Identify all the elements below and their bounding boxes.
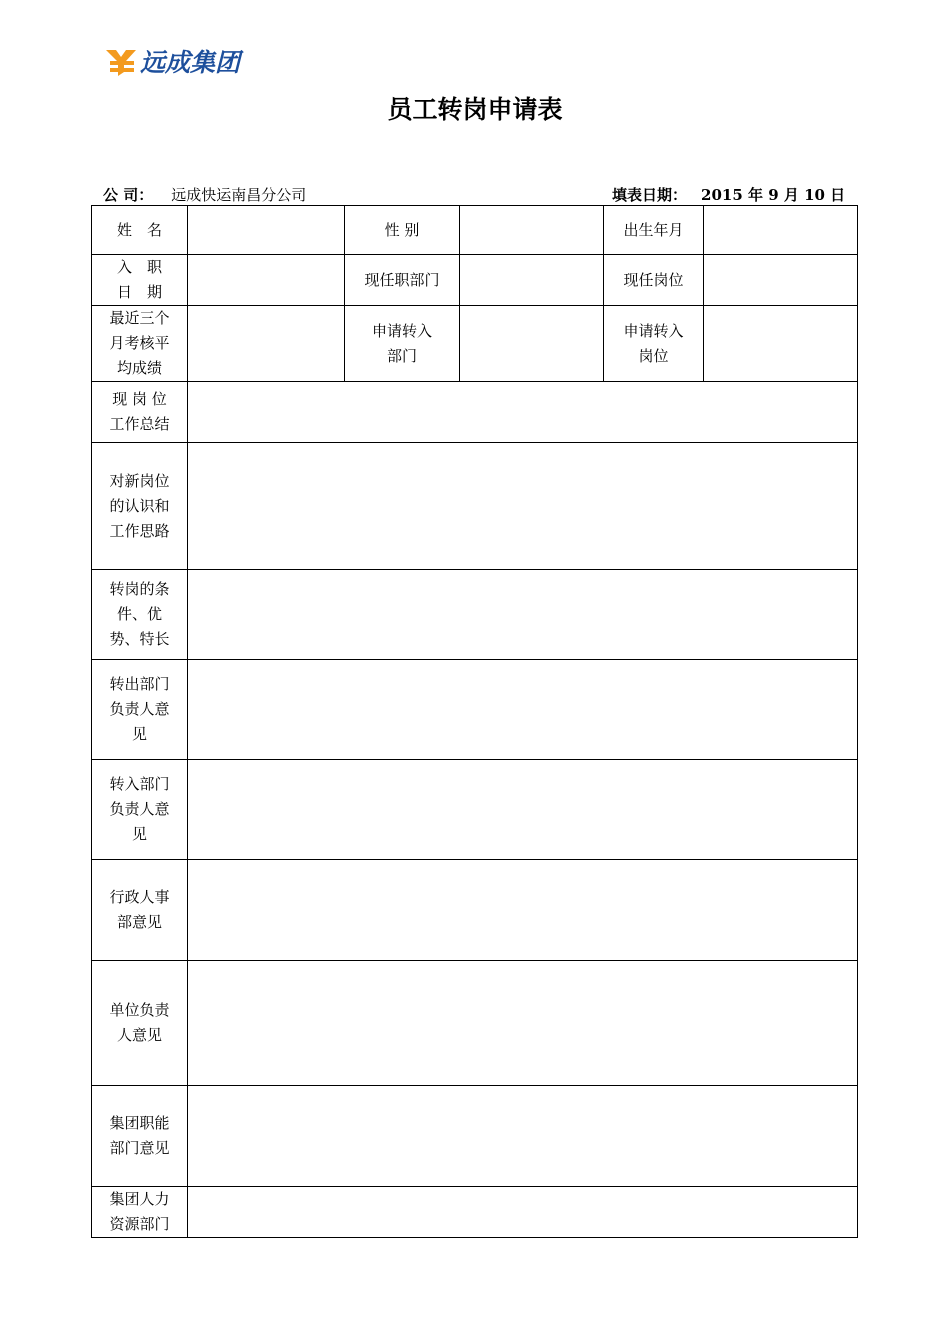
table-row — [92, 306, 858, 382]
score-label: 最近三个 月考核平 均成绩 — [92, 306, 188, 382]
group-function-opinion-field[interactable] — [188, 1086, 858, 1187]
group-hr-field[interactable] — [188, 1187, 858, 1238]
birth-field[interactable] — [704, 206, 858, 255]
table-row — [92, 1187, 858, 1238]
company-label: 公 司： — [103, 186, 154, 204]
target-dept-label: 申请转入 部门 — [345, 306, 460, 382]
admin-hr-opinion-field[interactable] — [188, 860, 858, 961]
current-post-label: 现任岗位 — [604, 255, 704, 306]
date-label: 填表日期： — [612, 186, 688, 204]
current-work-summary-label: 现 岗 位 工作总结 — [92, 382, 188, 443]
company-logo — [104, 44, 240, 78]
group-function-opinion-label: 集团职能 部门意见 — [92, 1086, 188, 1187]
logo-mark-icon — [104, 46, 138, 76]
new-post-understanding-label: 对新岗位 的认识和 工作思路 — [92, 443, 188, 570]
table-row — [92, 1086, 858, 1187]
target-post-label: 申请转入 岗位 — [604, 306, 704, 382]
join-date-label: 入 职 日 期 — [92, 255, 188, 306]
date-value: 2015 年 9 月 10 日 — [701, 186, 846, 204]
current-dept-label: 现任职部门 — [345, 255, 460, 306]
score-field[interactable] — [188, 306, 345, 382]
in-dept-head-opinion-field[interactable] — [188, 760, 858, 860]
unit-head-opinion-field[interactable] — [188, 961, 858, 1086]
table-row — [92, 570, 858, 660]
table-row — [92, 206, 858, 255]
out-dept-head-opinion-label: 转出部门 负责人意 见 — [92, 660, 188, 760]
page-title: 员工转岗申请表 — [387, 95, 563, 124]
table-row — [92, 443, 858, 570]
table-row — [92, 660, 858, 760]
out-dept-head-opinion-field[interactable] — [188, 660, 858, 760]
transfer-strengths-field[interactable] — [188, 570, 858, 660]
transfer-form-table — [91, 205, 858, 1238]
name-label: 姓 名 — [92, 206, 188, 255]
current-work-summary-field[interactable] — [188, 382, 858, 443]
company-line — [103, 184, 306, 205]
gender-label: 性 别 — [345, 206, 460, 255]
current-post-field[interactable] — [704, 255, 858, 306]
unit-head-opinion-label: 单位负责 人意见 — [92, 961, 188, 1086]
target-dept-field[interactable] — [460, 306, 604, 382]
table-row — [92, 860, 858, 961]
date-line — [612, 184, 845, 205]
transfer-strengths-label: 转岗的条 件、优 势、特长 — [92, 570, 188, 660]
table-row — [92, 255, 858, 306]
table-row — [92, 961, 858, 1086]
company-value: 远成快运南昌分公司 — [171, 186, 307, 204]
new-post-understanding-field[interactable] — [188, 443, 858, 570]
in-dept-head-opinion-label: 转入部门 负责人意 见 — [92, 760, 188, 860]
name-field[interactable] — [188, 206, 345, 255]
current-dept-field[interactable] — [460, 255, 604, 306]
table-row — [92, 382, 858, 443]
birth-label: 出生年月 — [604, 206, 704, 255]
logo-text: 远成集团 — [140, 48, 241, 77]
group-hr-label: 集团人力 资源部门 — [92, 1187, 188, 1238]
gender-field[interactable] — [460, 206, 604, 255]
join-date-field[interactable] — [188, 255, 345, 306]
target-post-field[interactable] — [704, 306, 858, 382]
admin-hr-opinion-label: 行政人事 部意见 — [92, 860, 188, 961]
table-row — [92, 760, 858, 860]
